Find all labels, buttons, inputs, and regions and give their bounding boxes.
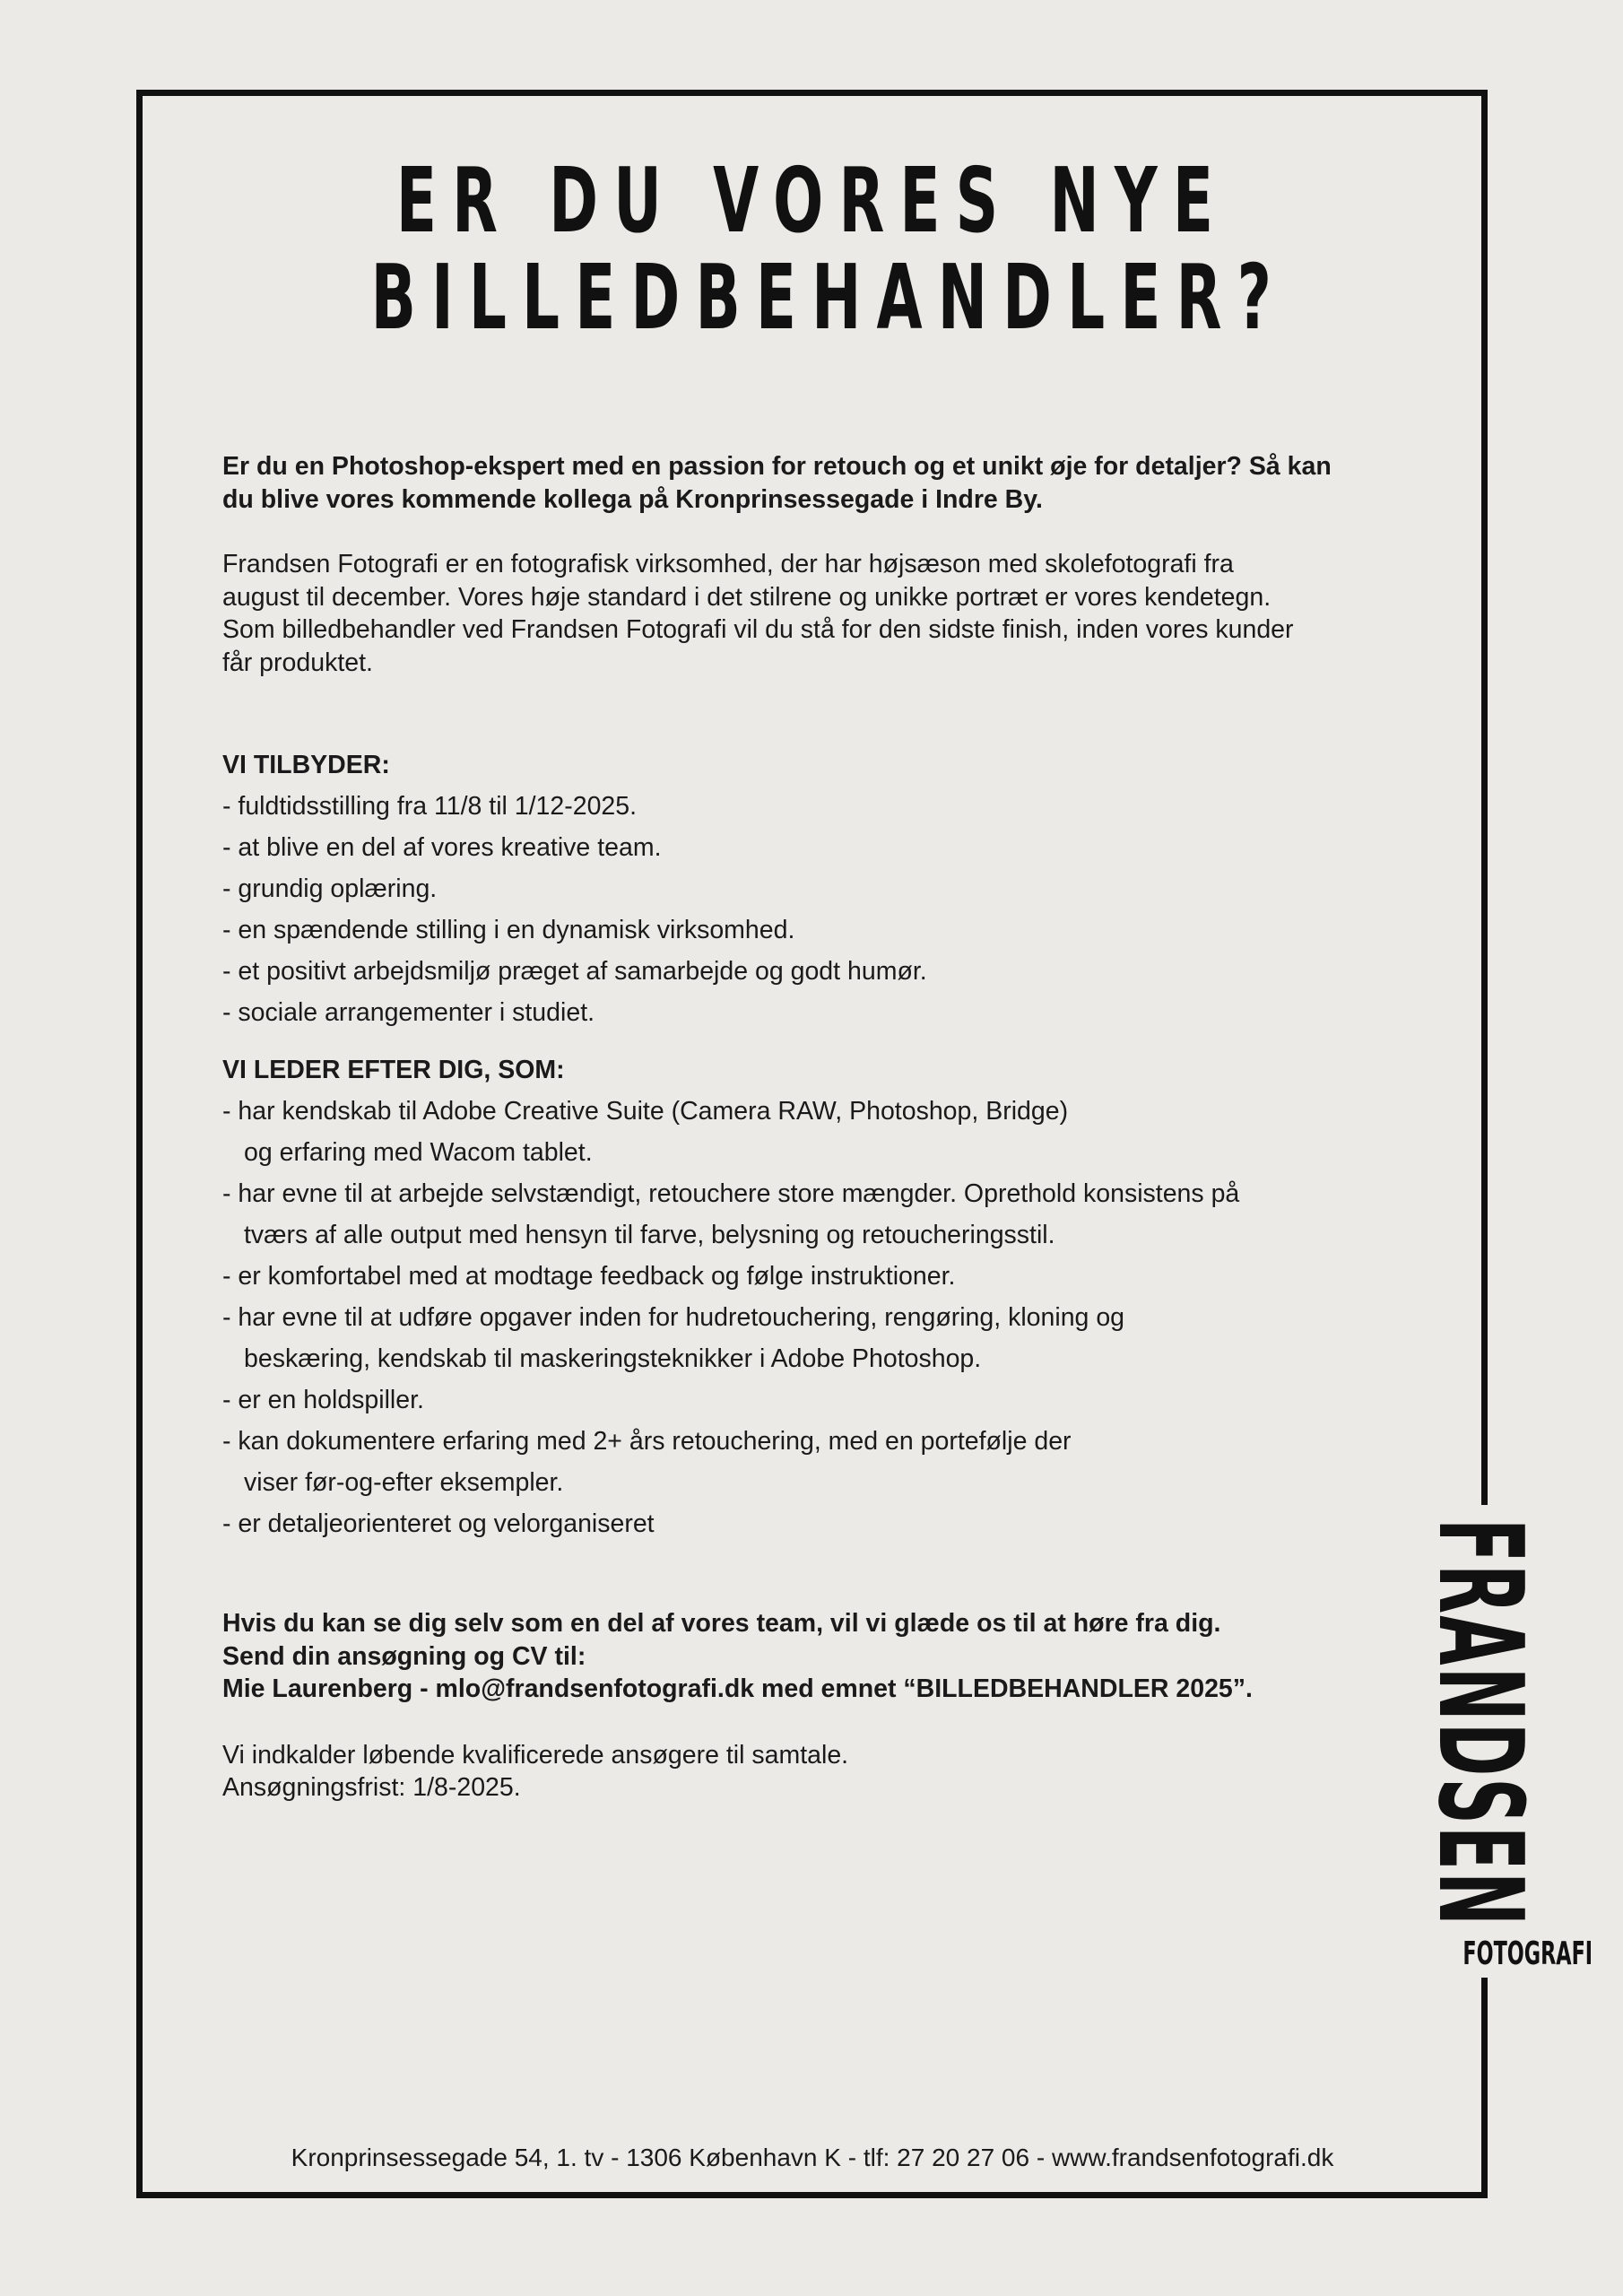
- main-content: [222, 450, 1415, 1805]
- list-item: - at blive en del af vores kreative team.: [222, 833, 662, 862]
- frame-border-bottom: [136, 2192, 1488, 2198]
- list-item-first-line: - har kendskab til Adobe Creative Suite (Camera RAW, Photoshop, Bridge): [222, 1097, 1069, 1126]
- note-line-1: Vi indkalder løbende kvalificerede ansøgere til samtale.: [222, 1740, 849, 1770]
- list-item-first-line: - er komfortabel med at modtage feedback og følge instruktioner.: [222, 1262, 956, 1291]
- description-line-1: Frandsen Fotografi er en fotografisk virksomhed, der har højsæson med skolefotografi fra: [222, 550, 1234, 578]
- intro-paragraph: [222, 450, 1415, 516]
- list-item: [222, 1503, 1415, 1544]
- list-item: - et positivt arbejdsmiljø præget af samarbejde og godt humør.: [222, 957, 927, 986]
- list-item-first-line: - er en holdspiller.: [222, 1386, 424, 1414]
- seeking-list: [222, 1091, 1415, 1544]
- company-description: [222, 548, 1415, 679]
- list-item-first-line: - har evne til at arbejde selvstændigt, retouchere store mængder. Oprethold konsistens på: [222, 1179, 1240, 1208]
- footer-contact: Kronprinsessegade 54, 1. tv - 1306 København K - tlf: 27 20 27 06 - www.frandsenfotografi.dk: [291, 2144, 1334, 2171]
- frame-border-top: [136, 90, 1488, 96]
- list-item: [222, 1379, 1415, 1421]
- description-line-3: Som billedbehandler ved Frandsen Fotografi vil du stå for den sidste finish, inden vores kunder: [222, 615, 1294, 644]
- list-item-continuation: viser før-og-efter eksempler.: [244, 1468, 564, 1497]
- list-item-first-line: - er detaljeorienteret og velorganiseret: [222, 1509, 655, 1538]
- description-line-2: august til december. Vores høje standard i det stilrene og unikke portræt er vores kendetegn.: [222, 582, 1271, 612]
- description-line-4: får produktet.: [222, 648, 373, 677]
- list-item: - grundig oplæring.: [222, 874, 438, 903]
- frame-border-right-lower: [1481, 1978, 1488, 2198]
- list-item: [222, 1297, 1415, 1379]
- page-title-line-1: ER DU VORES NYE: [395, 148, 1229, 253]
- list-item: [222, 1173, 1415, 1256]
- frame-border-right-upper: [1481, 90, 1488, 1505]
- list-item: - en spændende stilling i en dynamisk virksomhed.: [222, 916, 795, 944]
- logo-subtitle-text: FOTOGRAFI: [1462, 1935, 1593, 1972]
- closing-paragraph: [222, 1607, 1415, 1706]
- intro-line-2: du blive vores kommende kollega på Kronprinsessegade i Indre By.: [222, 484, 1043, 514]
- list-item: [222, 1421, 1415, 1503]
- list-item: - fuldtidsstilling fra 11/8 til 1/12-2025.: [222, 792, 638, 821]
- deadline-note: [222, 1739, 1415, 1805]
- list-item: [222, 1091, 1415, 1173]
- logo-subtitle: [1423, 1935, 1593, 1972]
- frame-border-left: [136, 90, 143, 2198]
- list-item: [222, 1256, 1415, 1297]
- list-item-continuation: og erfaring med Wacom tablet.: [244, 1138, 593, 1167]
- list-item-continuation: beskæring, kendskab til maskeringsteknikker i Adobe Photoshop.: [244, 1344, 982, 1373]
- seeking-heading: VI LEDER EFTER DIG, SOM:: [222, 1056, 565, 1084]
- list-item-first-line: - kan dokumentere erfaring med 2+ års retouchering, med en portefølje der: [222, 1427, 1072, 1456]
- closing-line-1: Hvis du kan se dig selv som en del af vores team, vil vi glæde os til at høre fra dig.: [222, 1609, 1221, 1638]
- company-logo: [1412, 1518, 1593, 1972]
- page-title-line-2: BILLEDBEHANDLER?: [370, 245, 1288, 350]
- closing-line-2: Send din ansøgning og CV til:: [222, 1641, 586, 1671]
- list-item-continuation: tværs af alle output med hensyn til farve, belysning og retoucheringsstil.: [244, 1221, 1055, 1249]
- list-item-first-line: - har evne til at udføre opgaver inden for hudretouchering, rengøring, kloning og: [222, 1303, 1125, 1332]
- offer-list: [222, 786, 1415, 1033]
- offer-heading: VI TILBYDER:: [222, 751, 390, 779]
- list-item: - sociale arrangementer i studiet.: [222, 998, 595, 1027]
- page-title: [370, 148, 1288, 350]
- logo-wordmark-text: FRANDSEN: [1412, 1518, 1549, 1928]
- intro-line-1: Er du en Photoshop-ekspert med en passion for retouch og et unikt øje for detaljer? Så kan: [222, 452, 1332, 481]
- note-line-2: Ansøgningsfrist: 1/8-2025.: [222, 1773, 521, 1802]
- closing-line-3: Mie Laurenberg - mlo@frandsenfotografi.dk med emnet “BILLEDBEHANDLER 2025”.: [222, 1674, 1253, 1703]
